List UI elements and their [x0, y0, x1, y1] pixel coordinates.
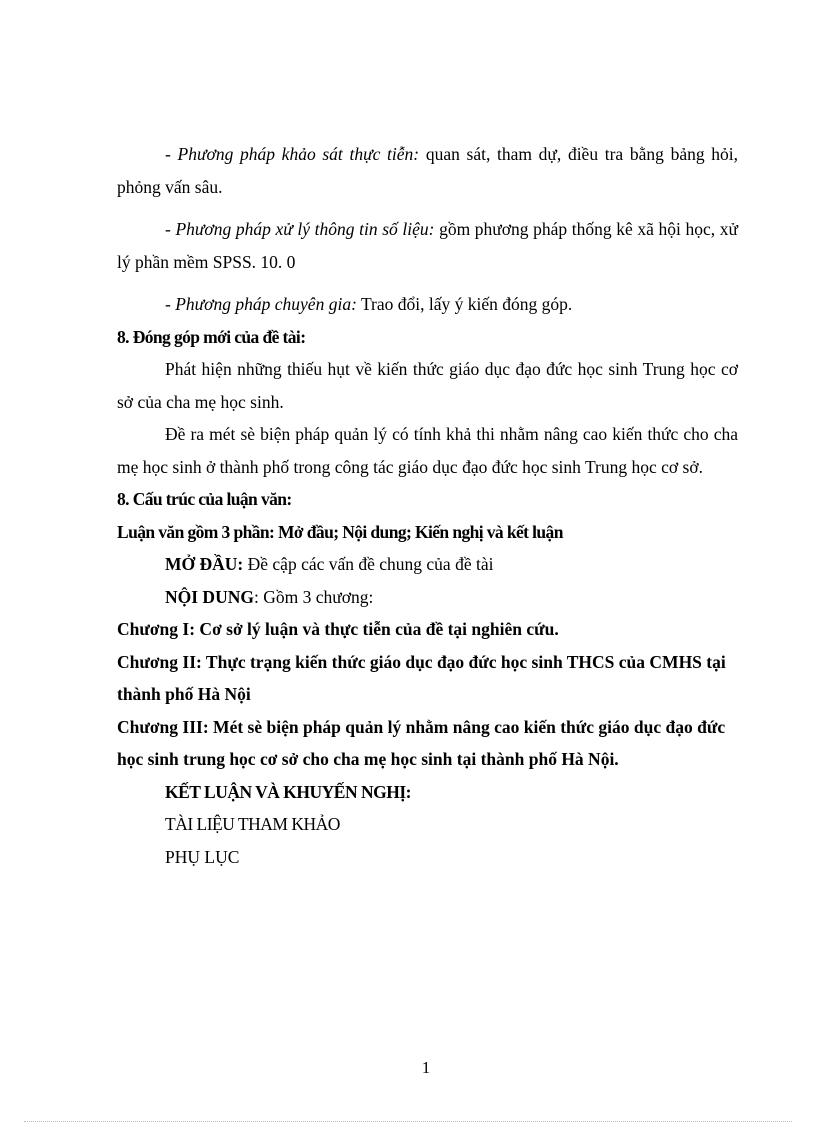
page-content — [117, 138, 738, 873]
method-data-processing — [117, 213, 738, 278]
section-heading-contributions: 8. Đóng góp mới của đề tài: — [117, 326, 306, 347]
appendix-heading: PHỤ LỤC — [165, 846, 240, 867]
page-number: 1 — [421, 1058, 431, 1077]
content-part-text: : Gồm 3 chương: — [253, 586, 374, 607]
structure-content-part — [117, 581, 738, 614]
page-bottom-divider — [24, 1121, 792, 1122]
chapter-3: Chương III: Mét sè biện pháp quản lý nhằm nâng cao kiến thức giáo dục đạo đức học sinh trung học cơ sở cho cha mẹ học sinh tại thành phố Hà Nội. — [117, 716, 726, 769]
method-data-label: - Phương pháp xử lý thông tin số liệu: — [165, 219, 435, 239]
structure-intro-part — [117, 548, 738, 581]
method-expert-label: - Phương pháp chuyên gia: — [165, 294, 357, 314]
structure-intro: Luận văn gồm 3 phần: Mở đầu; Nội dung; Kiến nghị và kết luận — [117, 521, 563, 542]
method-survey — [117, 138, 738, 203]
conclusion-heading: KẾT LUẬN VÀ KHUYẾN NGHỊ: — [165, 781, 411, 802]
intro-part-label: MỞ ĐẦU: — [165, 554, 244, 574]
contribution-paragraph-2: Đề ra mét sè biện pháp quản lý có tính khả thi nhằm nâng cao kiến thức cho cha mẹ học sinh ở thành phố trong công tác giáo dục đạo đức học sinh Trung học cơ sở. — [117, 424, 738, 477]
method-data-text: gồm phương pháp thống kê xã hội học, xử lý phần mềm SPSS. 10. 0 — [117, 219, 738, 272]
references-heading: TÀI LIỆU THAM KHẢO — [165, 814, 340, 834]
section-heading-structure: 8. Cấu trúc của luận văn: — [117, 489, 292, 509]
content-part-label: NỘI DUNG — [165, 586, 254, 607]
method-expert-text: Trao đổi, lấy ý kiến đóng góp. — [356, 294, 573, 314]
chapter-2: Chương II: Thực trạng kiến thức giáo dục đạo đức học sinh THCS của CMHS tại thành phố Hà Nội — [117, 651, 726, 704]
method-expert — [117, 288, 738, 321]
chapter-1: Chương I: Cơ sở lý luận và thực tiễn của đề tại nghiên cứu. — [117, 619, 559, 639]
method-survey-label: - Phương pháp khảo sát thực tiễn: — [165, 144, 420, 164]
method-survey-text: quan sát, tham dự, điều tra bằng bảng hỏi, phỏng vấn sâu. — [117, 144, 738, 197]
contribution-paragraph-1: Phát hiện những thiếu hụt về kiến thức giáo dục đạo đức học sinh Trung học cơ sở của cha mẹ học sinh. — [117, 359, 738, 412]
intro-part-text: Đề cập các vấn đề chung của đề tài — [243, 554, 494, 574]
